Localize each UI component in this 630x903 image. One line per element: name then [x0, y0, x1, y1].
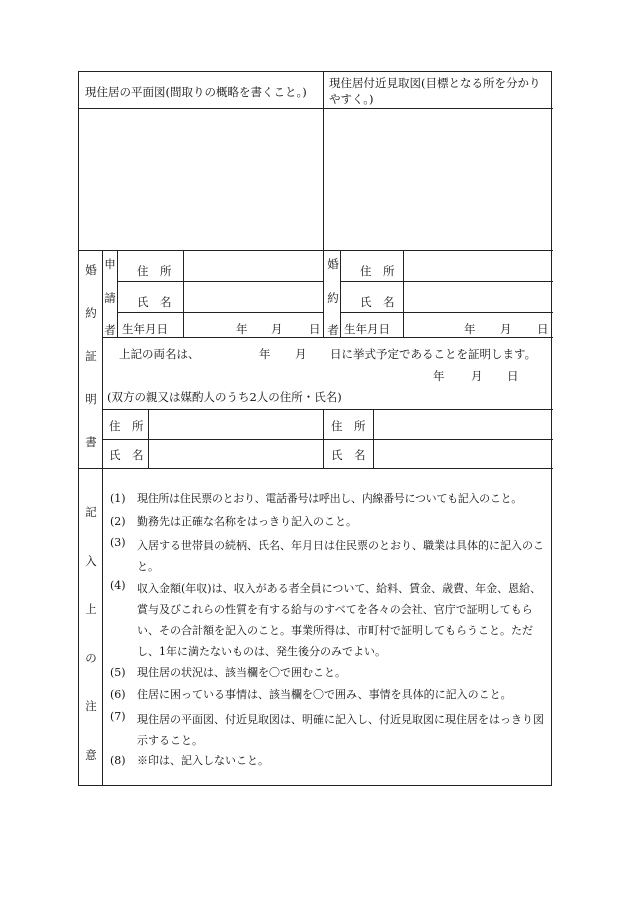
note-text-7: 現住居の平面図、付近見取図は、明確に記入し、付近見取図に現住居をはっきり図示すること。: [137, 713, 544, 747]
divider-applicant-side: [117, 250, 118, 337]
note-text-3: 入居する世帯員の続柄、氏名、年月日は住民票のとおり、職業は具体的に記入のこと。: [137, 539, 544, 573]
notes-title-char-4: の: [85, 651, 97, 665]
divider-fiance-row2: [340, 312, 553, 313]
fiance-char-1: 婚: [327, 257, 339, 271]
witness1-address-label: 住 所: [109, 419, 144, 433]
fiance-address-field[interactable]: [404, 251, 553, 281]
applicant-name-field[interactable]: [184, 282, 323, 312]
divider-notes-title-column: [102, 468, 103, 786]
housing-application-form-page: [78, 71, 552, 786]
note-number-5: (5): [110, 666, 126, 679]
note-number-3: (3): [110, 536, 126, 549]
witness2-address-field[interactable]: [374, 410, 553, 439]
divider-applicant-row2: [117, 312, 323, 313]
note-text-6: 住居に困っている事情は、該当欄を〇で囲み、事情を具体的に記入のこと。: [137, 688, 512, 701]
note-number-8: (8): [110, 754, 126, 767]
note-number-1: (1): [110, 492, 126, 505]
cert-title-char-5: 書: [85, 435, 97, 449]
fiance-day-label: 日: [537, 322, 549, 336]
fiance-birthdate-label: 生年月日: [344, 322, 390, 336]
witness2-address-label: 住 所: [331, 419, 366, 433]
fiance-month-label: 月: [500, 322, 512, 336]
applicant-char-2: 請: [104, 291, 116, 305]
divider-fiance-side: [340, 250, 341, 337]
applicant-address-field[interactable]: [184, 251, 323, 281]
witness1-name-label: 氏 名: [109, 448, 144, 462]
cert-statement-suffix: 日に挙式予定であることを証明します。: [330, 347, 537, 361]
cert-date-year-label: 年: [433, 369, 445, 383]
fiance-char-3: 者: [327, 323, 339, 337]
note-number-6: (6): [110, 688, 126, 701]
notes-title-char-5: 注: [85, 699, 97, 713]
witness-note: (双方の親又は媒酌人のうち2人の住所・氏名): [107, 390, 342, 404]
divider-applicant-fiance: [323, 250, 324, 337]
witness2-name-label: 氏 名: [331, 448, 366, 462]
fiance-name-field[interactable]: [404, 282, 553, 312]
note-text-2: 勤務先は正確な名称をはっきり記入のこと。: [137, 515, 357, 528]
fiance-char-2: 約: [327, 291, 339, 305]
applicant-char-1: 申: [104, 257, 116, 271]
fiance-name-label: 氏 名: [360, 295, 395, 309]
note-text-4: 収入金額(年収)は、収入がある者全員について、給料、賃金、歳費、年金、恩給、賞与及びこれらの性質を有する給与のすべてを各々の会社、官庁で証明してもらい、その合計額を記入のこと。事業所得は、市町村で証明してもらうこと。ただし、1年に満たないものは、発生後分のみでよい。: [137, 582, 542, 658]
applicant-year-label: 年: [236, 322, 248, 336]
witness2-name-field[interactable]: [374, 440, 553, 468]
map-header: 現住居付近見取図(目標となる所を分かりやすく。): [329, 76, 541, 106]
applicant-address-label: 住 所: [137, 264, 172, 278]
cert-date-day-label: 日: [507, 369, 519, 383]
notes-title-char-3: 上: [85, 602, 97, 616]
floorplan-drawing-area[interactable]: [79, 109, 323, 250]
notes-title-char-6: 意: [85, 748, 97, 762]
divider-witness-center: [323, 409, 324, 468]
cert-title-char-4: 明: [85, 392, 97, 406]
note-text-8: ※印は、記入しないこと。: [137, 754, 269, 767]
applicant-char-3: 者: [104, 323, 116, 337]
fiance-year-label: 年: [464, 322, 476, 336]
note-text-5: 現住居の状況は、該当欄を〇で囲むこと。: [137, 666, 346, 679]
witness1-address-field[interactable]: [149, 410, 323, 439]
applicant-month-label: 月: [271, 322, 283, 336]
cert-title-char-2: 約: [85, 306, 97, 320]
divider-cert-title-column: [102, 250, 103, 468]
divider-cert-bottom: [79, 468, 553, 469]
cert-wedding-month-label: 月: [295, 347, 307, 361]
floorplan-header: 現住居の平面図(間取りの概略を書くこと。): [85, 85, 307, 99]
note-number-4: (4): [110, 579, 126, 592]
cert-date-month-label: 月: [471, 369, 483, 383]
cert-wedding-year-label: 年: [259, 347, 271, 361]
cert-title-char-3: 証: [85, 349, 97, 363]
fiance-address-label: 住 所: [360, 264, 395, 278]
note-number-7: (7): [110, 710, 126, 723]
cert-statement-prefix: 上記の両名は、: [119, 347, 200, 361]
note-text-1: 現住所は住民票のとおり、電話番号は呼出し、内線番号についても記入のこと。: [137, 492, 522, 505]
applicant-day-label: 日: [309, 322, 321, 336]
notes-title-char-1: 記: [85, 505, 97, 519]
witness1-name-field[interactable]: [149, 440, 323, 468]
applicant-name-label: 氏 名: [137, 295, 172, 309]
note-number-2: (2): [110, 515, 126, 528]
cert-title-char-1: 婚: [85, 263, 97, 277]
notes-title-char-2: 入: [85, 554, 97, 568]
applicant-birthdate-label: 生年月日: [122, 322, 168, 336]
nearby-map-drawing-area[interactable]: [324, 109, 553, 250]
